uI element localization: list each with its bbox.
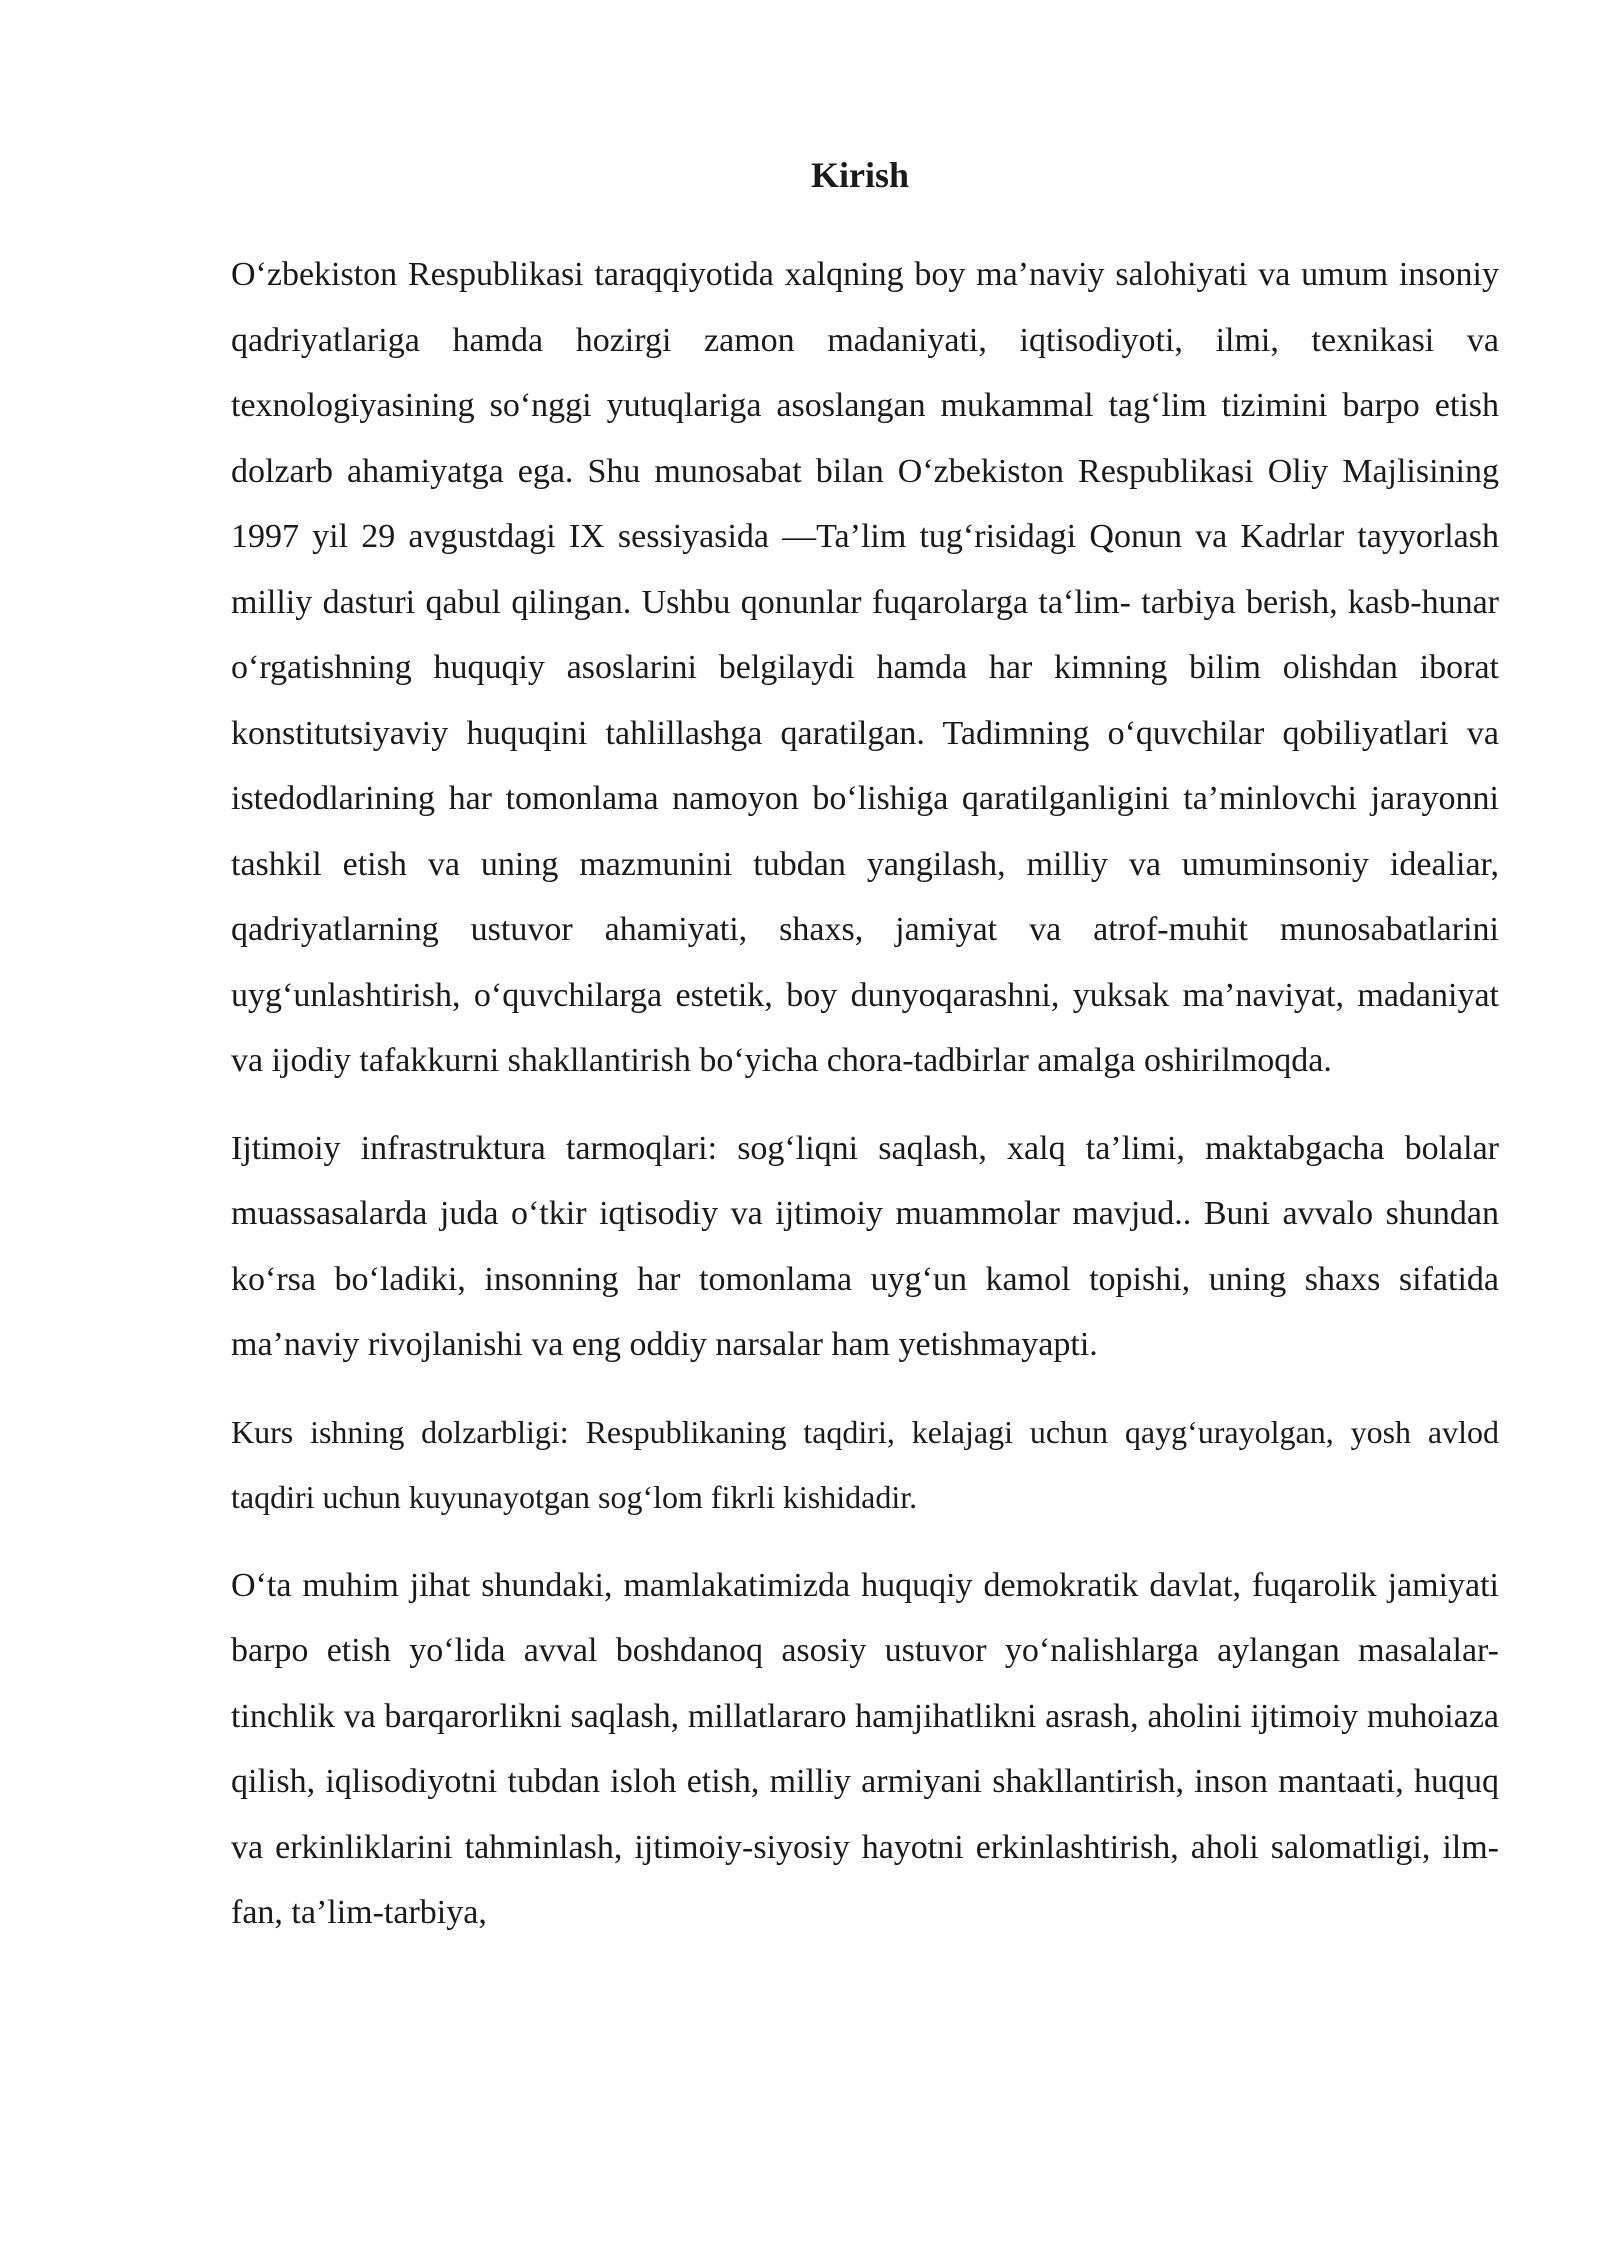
paragraph-social-infrastructure: Ijtimoiy infrastruktura tarmoqlari: sog‘liqni saqlash, xalq ta’limi, maktabgacha bolalar muassasalarda juda o‘tkir iqtisodiy va ijtimoiy muammolar mavjud.. Buni avvalo shundan ko‘rsa bo‘ladiki, insonning har tomonlama uyg‘un kamol topishi, uning shaxs sifatida ma’naviy rivojlanishi va eng oddiy narsalar ham yetishmayapti. xyxy=(231,1129,1499,1363)
document-body xyxy=(231,242,1499,1968)
paragraph-introduction: O‘zbekiston Respublikasi taraqqiyotida xalqning boy ma’naviy salohiyati va umum insoniy qadriyatlariga hamda hozirgi zamon madaniyati, iqtisodiyoti, ilmi, texnikasi va texnologiyasining so‘nggi yutuqlariga asoslangan mukammal tag‘lim tizimini barpo etish dolzarb ahamiyatga ega. Shu munosabat bilan O‘zbekiston Respublikasi Oliy Majlisining 1997 yil 29 avgustdagi IX sessiyasida ―Ta’lim tug‘risidagi Qonun va Kadrlar tayyorlash milliy dasturi qabul qilingan. Ushbu qonunlar fuqarolarga ta‘lim- tarbiya berish, kasb-hunar o‘rgatishning huquqiy asoslarini belgilaydi hamda har kimning bilim olishdan iborat konstitutsiyaviy huquqini tahlillashga qaratilgan. Tadimning o‘quvchilar qobiliyatlari va istedodlarining har tomonlama namoyon bo‘lishiga qaratilganligini ta’minlovchi jarayonni tashkil etish va uning mazmunini tubdan yangilash, milliy va umuminsoniy idealiar, qadriyatlarning ustuvor ahamiyati, shaxs, jamiyat va atrof-muhit munosabatlarini uyg‘unlashtirish, o‘quvchilarga estetik, boy dunyoqarashni, yuksak ma’naviyat, madaniyat va ijodiy tafakkurni shakllantirish bo‘yicha chora-tadbirlar amalga oshirilmoqda. xyxy=(231,256,1499,1079)
paragraph-course-relevance: Kurs ishning dolzarbligi: Respublikaning taqdiri, kelajagi uchun qayg‘urayolgan, yosh avlod taqdiri uchun kuyunayotgan sog‘lom fikrli kishidadir. xyxy=(231,1413,1499,1515)
paragraph-priorities: O‘ta muhim jihat shundaki, mamlakatimizda huquqiy demokratik davlat, fuqarolik jamiyati barpo etish yo‘lida avval boshdanoq asosiy ustuvor yo‘nalishlarga aylangan masalalar- tinchlik va barqarorlikni saqlash, millatlararo hamjihatlikni asrash, aholini ijtimoiy muhoiaza qilish, iqlisodiyotni tubdan isloh etish, milliy armiyani shakllantirish, inson mantaati, huquq va erkinliklarini tahminlash, ijtimoiy-siyosiy hayotni erkinlashtirish, aholi salomatligi, ilm-fan, ta’lim-tarbiya, xyxy=(231,1566,1499,1931)
page-title: Kirish xyxy=(810,155,909,195)
